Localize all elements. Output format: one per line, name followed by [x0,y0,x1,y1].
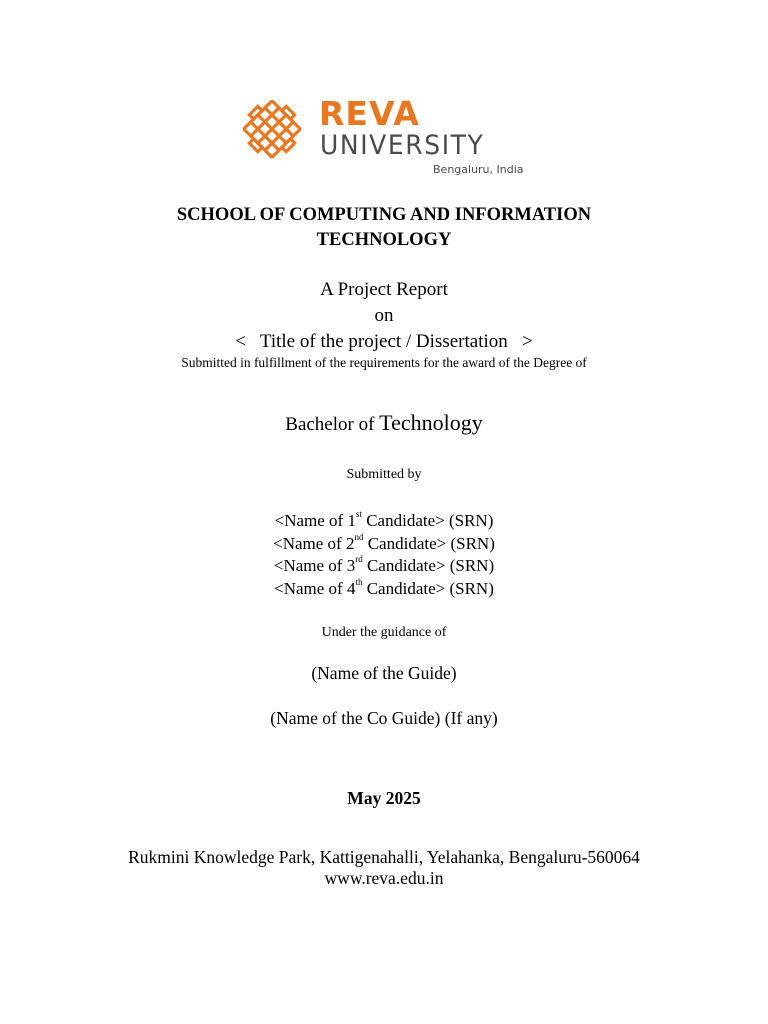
candidate-4 [0,578,768,601]
co-guide-name: (Name of the Co Guide) (If any) [270,708,498,728]
candidate-list [0,510,768,600]
candidate-3 [0,555,768,578]
candidate-prefix: <Name of 3 [273,556,356,575]
candidate-ordinal: rd [355,554,363,565]
guidance-label: Under the guidance of [321,625,447,640]
logo-university-text: UNIVERSITY [320,128,485,161]
guide-name: (Name of the Guide) [311,663,457,683]
submission-date: May 2025 [347,788,421,808]
school-name-line1: SCHOOL OF COMPUTING AND INFORMATION [176,205,592,225]
university-logo [243,96,533,180]
school-name [0,203,768,253]
candidate-suffix: Candidate> (SRN) [362,578,494,598]
report-on: on [374,305,394,326]
degree-part2: Technology [379,410,483,435]
university-website: www.reva.edu.in [324,868,444,888]
submission-note: Submitted in fulfillment of the requirements for the award of the Degree of [181,355,587,370]
candidate-1 [0,510,768,533]
project-title: < Title of the project / Dissertation > [235,331,533,352]
candidate-ordinal: nd [354,531,364,542]
candidate-ordinal: st [355,509,362,520]
logo-location-text: Bengaluru, India [433,163,524,176]
report-heading: A Project Report [320,279,448,300]
candidate-prefix: <Name of 1 [274,511,356,530]
candidate-prefix: <Name of 4 [274,578,356,598]
degree-name [0,408,768,441]
school-name-line2: TECHNOLOGY [316,230,452,250]
candidate-suffix: Candidate> (SRN) [363,533,495,553]
logo-reva-text: REVA [319,94,420,133]
reva-knot-emblem-icon [243,100,301,158]
candidate-suffix: Candidate> (SRN) [361,511,494,530]
candidate-suffix: Candidate> (SRN) [362,556,495,575]
candidate-prefix: <Name of 2 [273,533,355,553]
candidate-ordinal: th [355,576,363,587]
candidate-2 [0,533,768,556]
degree-part1: Bachelor of [285,414,380,435]
submitted-by-label: Submitted by [346,467,422,482]
university-address: Rukmini Knowledge Park, Kattigenahalli, Yelahanka, Bengaluru-560064 [128,847,640,867]
